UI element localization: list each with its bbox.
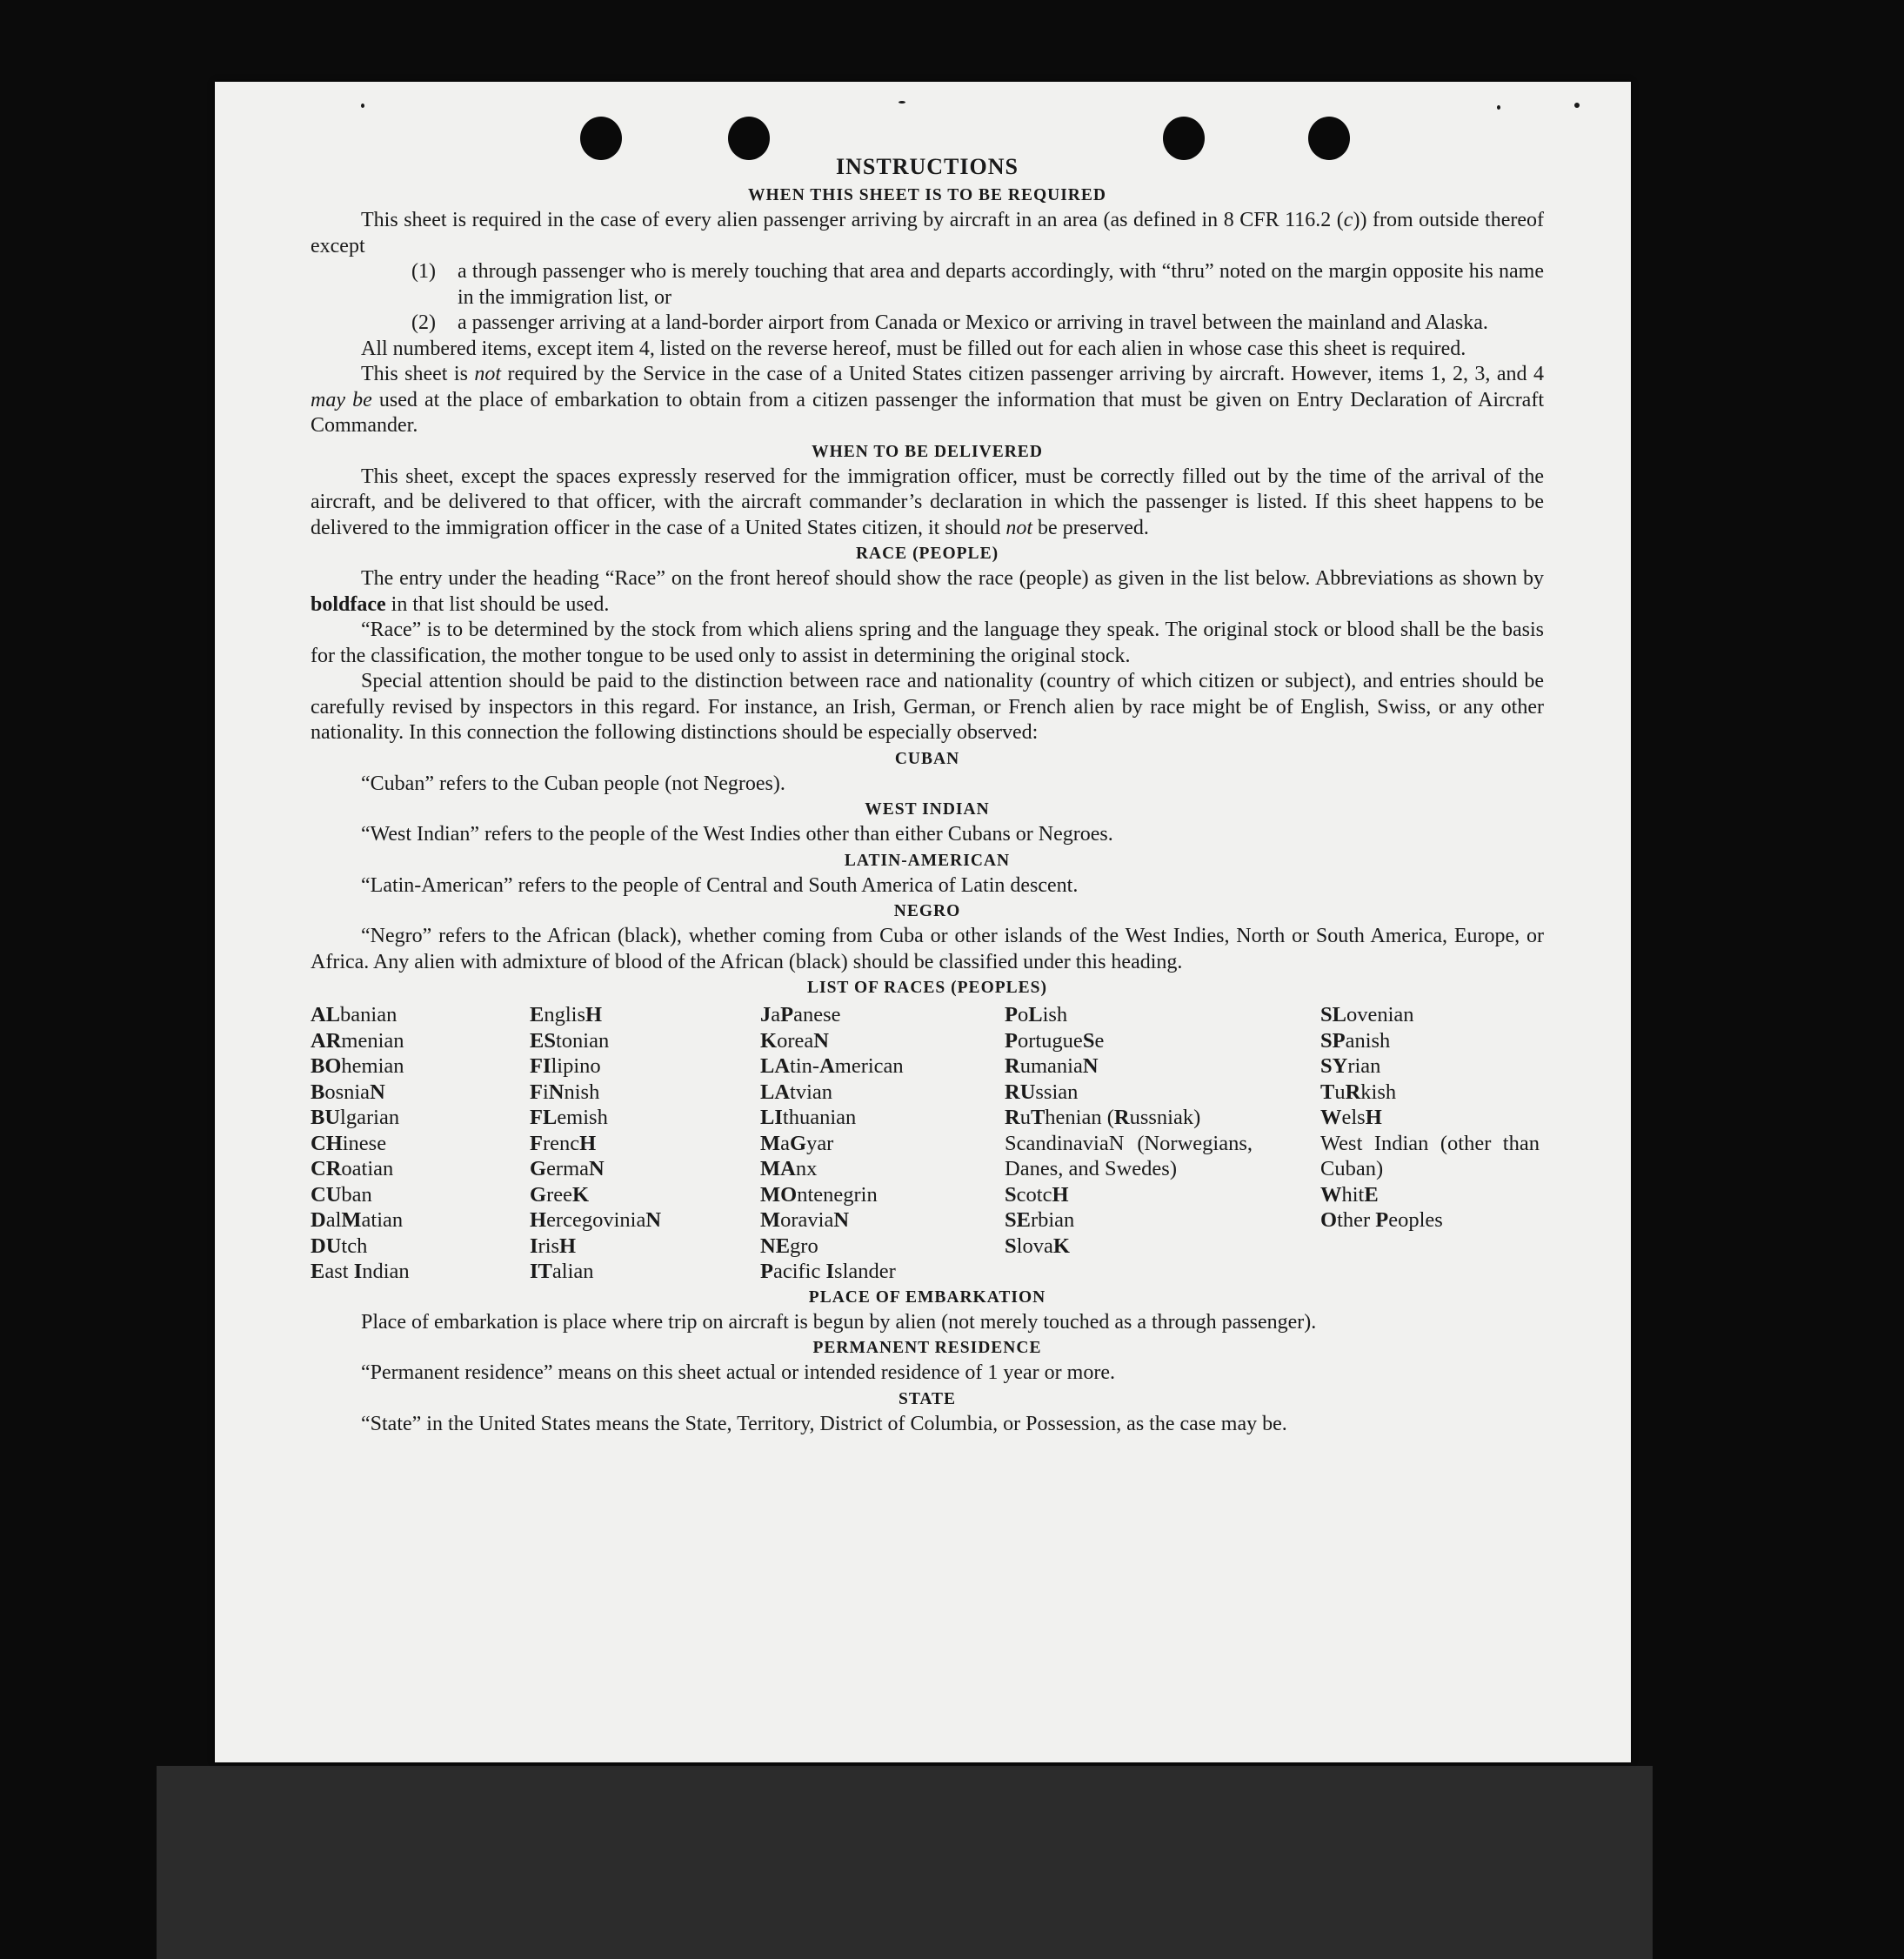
race-entry: LAtin-American [760, 1054, 904, 1078]
race-entry: GermaN [530, 1157, 605, 1180]
race-entry: SPanish [1320, 1028, 1391, 1053]
races-list [311, 1002, 1544, 1285]
paragraph: Place of embarkation is place where trip on aircraft is begun by alien (not merely touched as a through passenger). [361, 1310, 1317, 1334]
race-entry: KoreaN [760, 1028, 829, 1053]
race-entry: ScotcH [1005, 1182, 1069, 1207]
race-entry: LIthuanian [760, 1106, 857, 1129]
paragraph: “Permanent residence” means on this sheet actual or intended residence of 1 year or more. [361, 1361, 1115, 1384]
race-entry: IrisH [530, 1234, 577, 1258]
section-heading: PERMANENT RESIDENCE [812, 1339, 1042, 1357]
race-entry: FIlipino [530, 1054, 601, 1078]
paragraph: Special attention should be paid to the distinction between race and nationality (country of which citizen or subject), and entries should be carefully revised by inspectors in this regard. For instance, an Irish, German, or French alien by race might be of English, Swiss, or any other nationality. In this connection the following distinctions should be especially observed: [311, 670, 1544, 744]
section-heading: LIST OF RACES (PEOPLES) [806, 979, 1047, 997]
race-entry: SLovenian [1320, 1003, 1414, 1026]
race-entry: ITalian [530, 1260, 594, 1283]
race-entry: Pacific Islander [760, 1260, 896, 1283]
race-entry: RumaniaN [1005, 1054, 1099, 1078]
races-column-1 [311, 1002, 530, 1285]
section-heading: STATE [898, 1389, 957, 1408]
race-entry: CUban [311, 1182, 372, 1207]
scan-speck [361, 104, 364, 108]
race-entry: CHinese [311, 1131, 387, 1155]
section-heading: PLACE OF EMBARKATION [808, 1287, 1046, 1307]
race-entry: FrencH [530, 1131, 597, 1155]
races-column-2 [530, 1002, 760, 1285]
race-entry: EnglisH [530, 1003, 603, 1026]
paragraph: This sheet is required in the case of every alien passenger arriving by aircraft in an area (as defined in 8 CFR 116.2 (c)) from outside thereof except [311, 209, 1544, 257]
section-heading: LATIN-AMERICAN [844, 851, 1011, 870]
scan-speck [899, 101, 905, 104]
race-entry: JaPanese [760, 1003, 841, 1026]
list-item: (2) a passenger arriving at a land-border airport from Canada or Mexico or arriving in travel between the mainland and Alaska. [411, 311, 1488, 334]
paragraph: This sheet is not required by the Service in the case of a United States citizen passenger arriving by aircraft. However, items 1, 2, 3, and 4 may be used at the place of embarkation to obtain from a citizen passenger the information that must be given on Entry Declaration of Aircraft Commander. [311, 363, 1544, 437]
race-entry: RuThenian (Russniak) [1005, 1106, 1201, 1129]
race-entry: BosniaN [311, 1080, 385, 1104]
page-title: INSTRUCTIONS [836, 154, 1019, 179]
race-entry: WhitE [1320, 1182, 1379, 1207]
scan-speck [1574, 103, 1580, 108]
race-entry: PoLish [1005, 1003, 1068, 1026]
section-heading: WHEN TO BE DELIVERED [812, 442, 1043, 461]
paragraph: “Race” is to be determined by the stock from which aliens spring and the language they speak. The original stock or blood shall be the basis for the classification, the mother tongue to be used only to assist in determining the original stock. [311, 618, 1544, 667]
paragraph: “Cuban” refers to the Cuban people (not Negroes). [361, 772, 785, 795]
instructions-content [311, 151, 1544, 1437]
race-entry: GreeK [530, 1182, 590, 1207]
race-entry: NEgro [760, 1234, 818, 1258]
race-entry: HercegoviniaN [530, 1208, 662, 1232]
race-entry: DalMatian [311, 1208, 404, 1232]
race-entry: PortugueSe [1005, 1028, 1105, 1053]
race-entry: SYrian [1320, 1054, 1381, 1078]
race-entry: TuRkish [1320, 1080, 1397, 1104]
race-entry: MAnx [760, 1157, 818, 1180]
race-entry: ALbanian [311, 1003, 398, 1026]
race-entry: ScandinaviaN (Norwegians, Danes, and Swedes) [1005, 1131, 1253, 1180]
race-entry: FLemish [530, 1106, 608, 1129]
paragraph: “West Indian” refers to the people of the West Indies other than either Cubans or Negroes. [361, 823, 1113, 846]
race-entry: WelsH [1320, 1106, 1382, 1129]
paragraph: The entry under the heading “Race” on the front hereof should show the race (people) as given in the list below. Abbreviations as shown by boldface in that list should be used. [311, 567, 1544, 616]
race-entry: East Indian [311, 1260, 410, 1283]
scan-speck [1497, 105, 1500, 110]
race-entry: BOhemian [311, 1054, 404, 1078]
section-heading: RACE (PEOPLE) [855, 545, 999, 563]
race-entry: ARmenian [311, 1028, 404, 1053]
paragraph: “Latin-American” refers to the people of Central and South America of Latin descent. [361, 873, 1079, 897]
section-heading: WHEN THIS SHEET IS TO BE REQUIRED [748, 186, 1106, 204]
paragraph: This sheet, except the spaces expressly reserved for the immigration officer, must be correctly filled out by the time of the arrival of the aircraft, and be delivered to that officer, with the aircraft commander’s declaration in which the passenger is listed. If this sheet happens to be delivered to the immigration officer in the case of a United States citizen, it should not be preserved. [311, 465, 1544, 539]
paragraph: “State” in the United States means the State, Territory, District of Columbia, or Possession, as the case may be. [361, 1412, 1287, 1435]
section-heading: WEST INDIAN [865, 800, 990, 819]
list-item: (1) a through passenger who is merely touching that area and departs accordingly, with “thru” noted on the margin opposite his name in the immigration list, or [411, 260, 1544, 309]
race-entry: EStonian [530, 1028, 610, 1053]
document-page [215, 82, 1631, 1762]
race-entry: SlovaK [1005, 1234, 1070, 1258]
race-entry: SErbian [1005, 1208, 1075, 1232]
races-column-5 [1320, 1002, 1544, 1285]
races-column-3 [760, 1002, 1005, 1285]
race-entry: MOntenegrin [760, 1182, 878, 1207]
race-entry: Other Peoples [1320, 1208, 1443, 1232]
race-entry: DUtch [311, 1234, 368, 1258]
paragraph: “Negro” refers to the African (black), whether coming from Cuba or other islands of the West Indies, North or South America, Europe, or Africa. Any alien with admixture of blood of the African (black) should be classified under this heading. [311, 925, 1544, 973]
section-heading: NEGRO [893, 902, 961, 920]
race-entry: West Indian (other than Cuban) [1320, 1131, 1540, 1180]
races-column-4 [1005, 1002, 1320, 1285]
race-entry: MaGyar [760, 1131, 834, 1155]
race-entry: RUssian [1005, 1080, 1079, 1104]
race-entry: MoraviaN [760, 1208, 850, 1232]
paragraph: All numbered items, except item 4, listed on the reverse hereof, must be filled out for each alien in whose case this sheet is required. [361, 337, 1466, 360]
race-entry: FiNnish [530, 1080, 600, 1104]
section-heading: CUBAN [894, 749, 960, 768]
scan-background [157, 1766, 1653, 1959]
race-entry: LAtvian [760, 1080, 833, 1104]
race-entry: BUlgarian [311, 1106, 400, 1129]
race-entry: CRoatian [311, 1157, 394, 1180]
